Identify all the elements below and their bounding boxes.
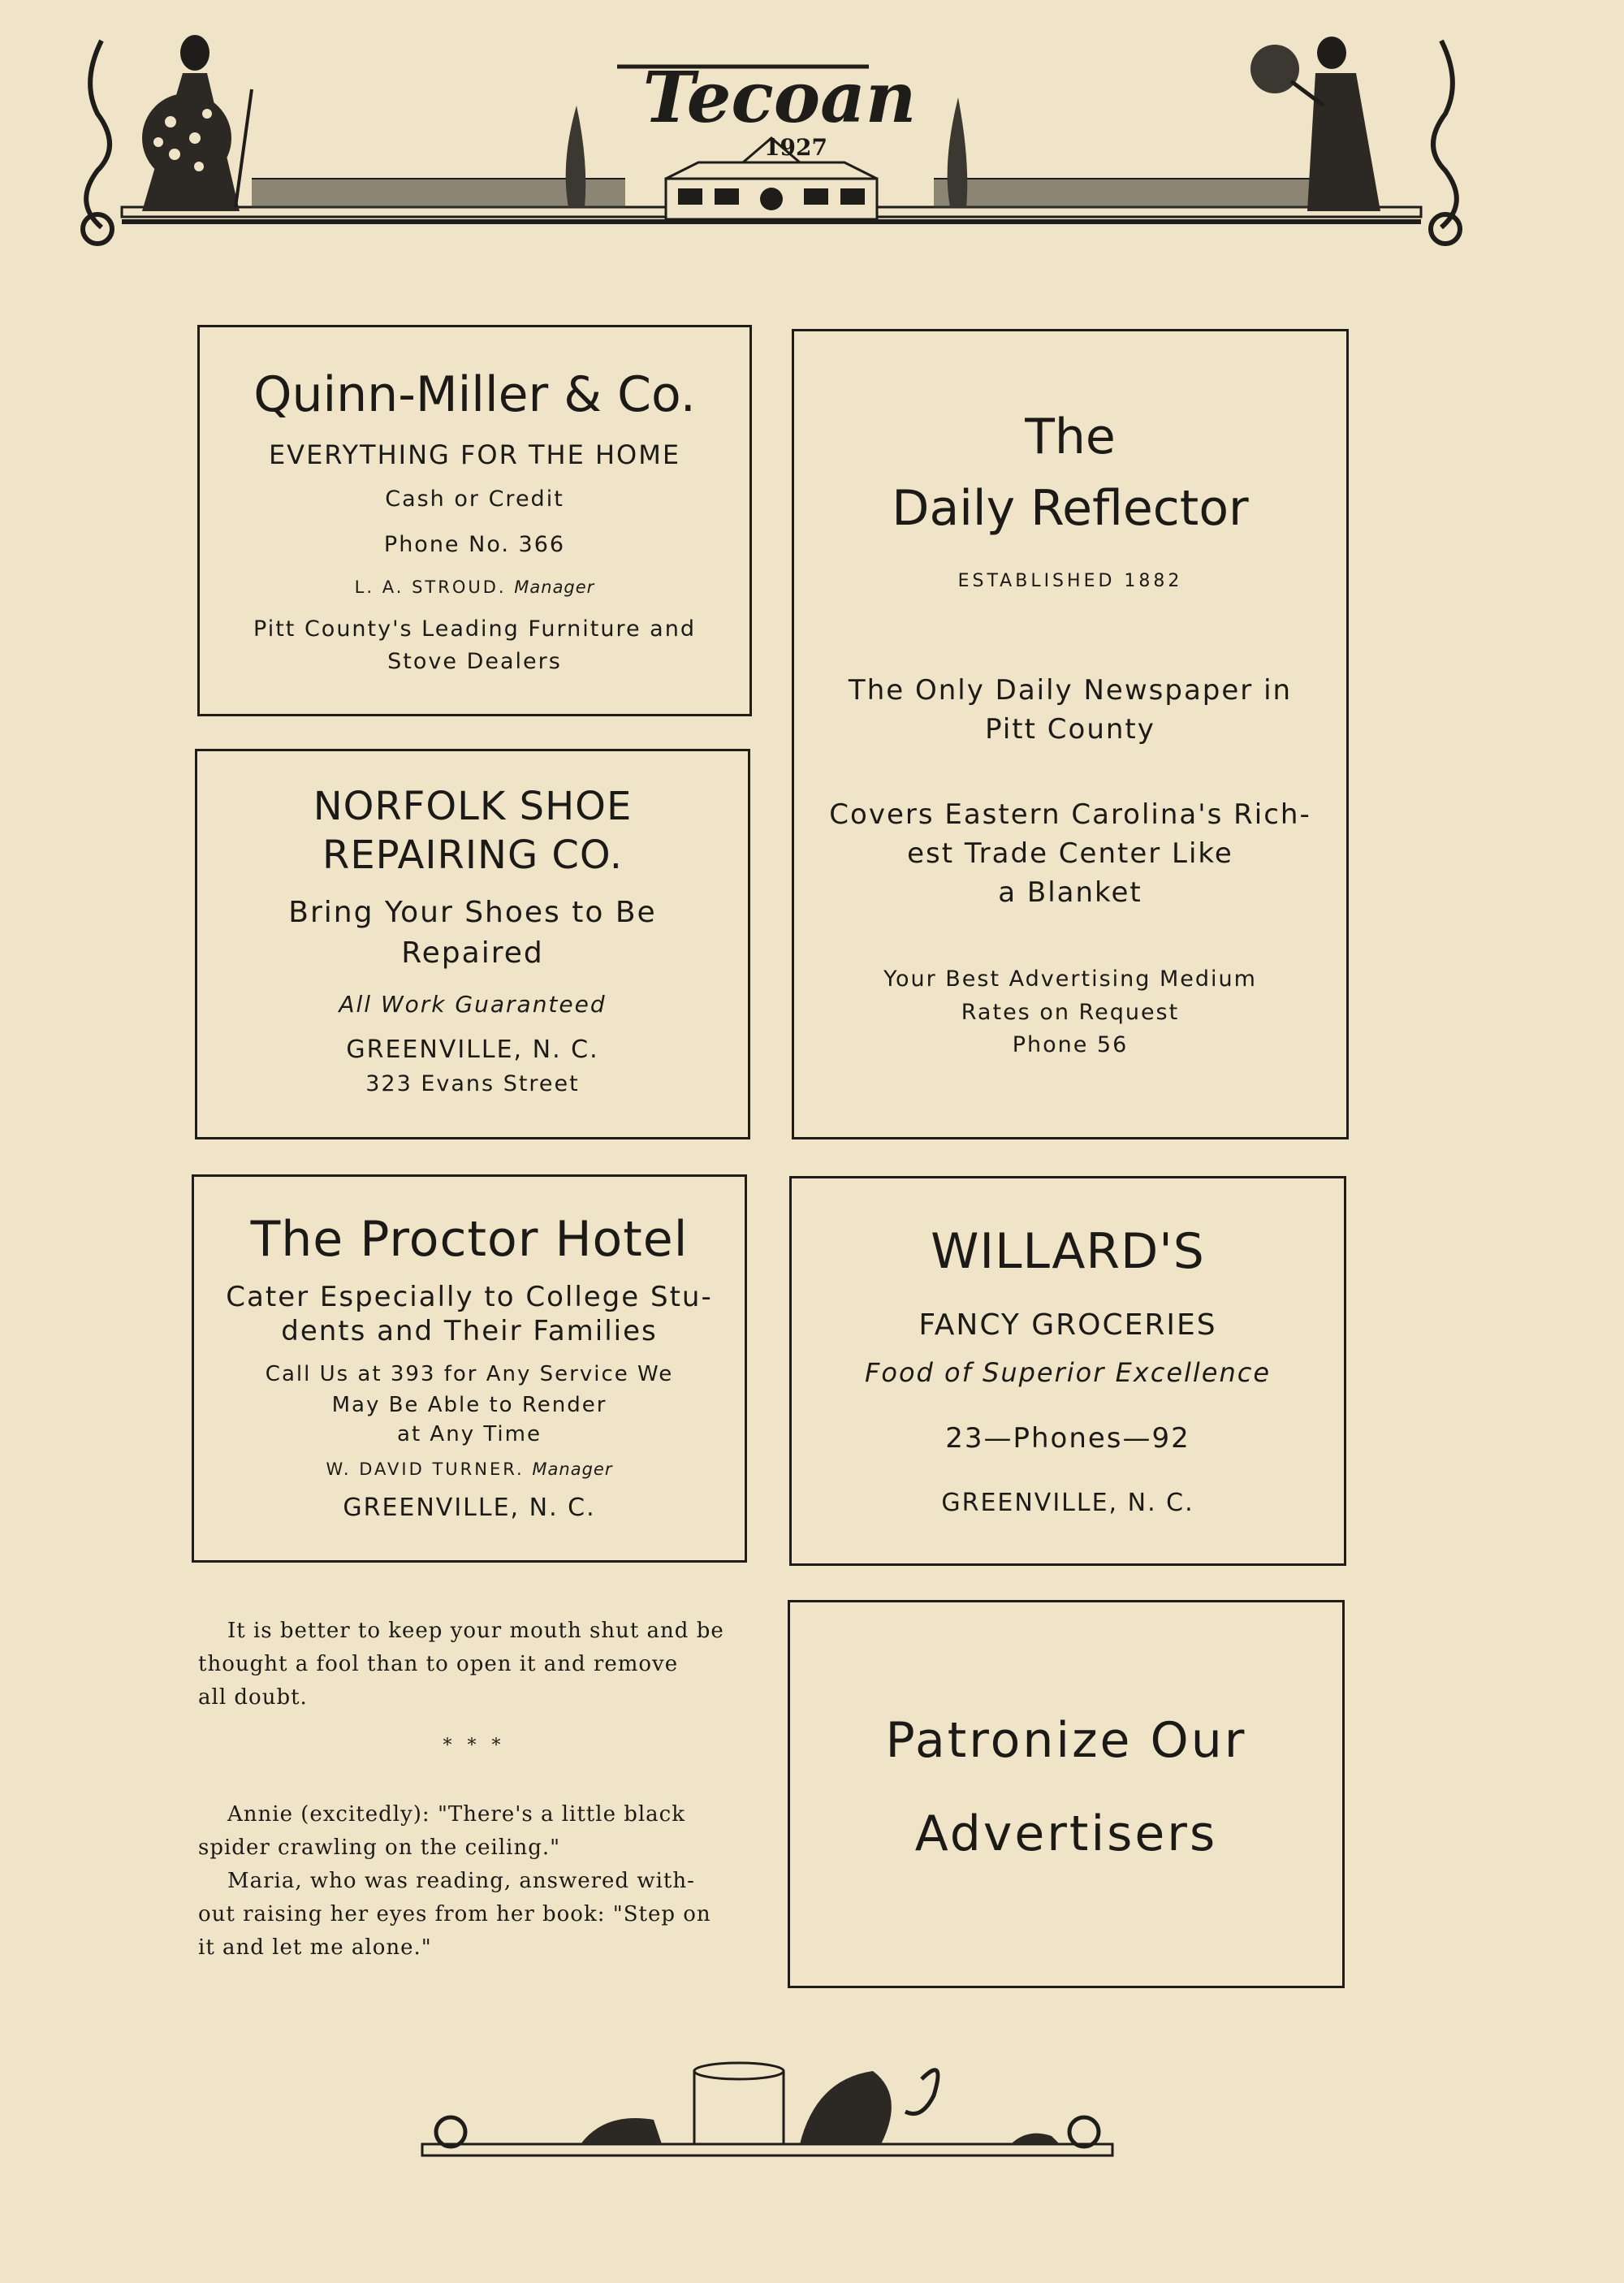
footer-ornament <box>418 2047 1116 2168</box>
description-line-1: Pitt County's Leading Furniture and <box>253 616 696 642</box>
ad-quinn-miller <box>197 325 752 716</box>
city: GREENVILLE, N. C. <box>343 1494 596 1522</box>
joke-2-line-4: out raising her eyes from her book: "Step on <box>198 1902 711 1926</box>
tagline: EVERYTHING FOR THE HOME <box>268 439 681 470</box>
p2-line-1: Call Us at 393 for Any Service We <box>265 1362 674 1386</box>
joke-separator: * * * <box>443 1736 506 1756</box>
p2-line-2: est Trade Center Like <box>907 837 1233 870</box>
joke-2-line-1: Annie (excitedly): "There's a little black <box>227 1802 685 1827</box>
manager-line <box>200 577 749 597</box>
joke-2-line-2: spider crawling on the ceiling." <box>198 1835 561 1860</box>
established: ESTABLISHED 1882 <box>957 571 1183 591</box>
name-line-1: NORFOLK SHOE <box>313 784 633 829</box>
slogan-line-2: Repaired <box>401 936 544 970</box>
p2-line-1: Covers Eastern Carolina's Rich- <box>829 798 1311 831</box>
jokes-column <box>198 1615 750 1965</box>
lady-figure-illustration <box>142 35 252 211</box>
joke-1-line-1: It is better to keep your mouth shut and be <box>227 1619 724 1643</box>
address: 323 Evans Street <box>365 1071 580 1096</box>
p1-line-1: The Only Daily Newspaper in <box>848 674 1293 707</box>
p1-line-2: Pitt County <box>985 713 1155 746</box>
terms: Cash or Credit <box>385 486 564 512</box>
slogan: Food of Superior Excellence <box>864 1357 1272 1388</box>
ad-norfolk-shoe <box>195 749 750 1139</box>
hotel-name: The Proctor Hotel <box>250 1211 689 1268</box>
p3-line-3: Phone 56 <box>1012 1032 1129 1057</box>
store-name: WILLARD'S <box>931 1223 1205 1280</box>
p2-line-3: at Any Time <box>397 1422 542 1446</box>
ad-proctor-hotel <box>192 1174 747 1563</box>
p3-line-1: Your Best Advertising Medium <box>883 966 1257 992</box>
phones: 23—Phones—92 <box>945 1422 1190 1455</box>
company-name: Quinn-Miller & Co. <box>253 366 696 423</box>
manager-line <box>194 1459 745 1479</box>
manager-name: W. DAVID TURNER. <box>326 1459 525 1479</box>
slogan-line-1: Bring Your Shoes to Be <box>288 896 657 929</box>
joke-2-line-3: Maria, who was reading, answered with- <box>227 1869 695 1893</box>
p1-line-1: Cater Especially to College Stu- <box>226 1281 713 1313</box>
ad-daily-reflector <box>792 329 1349 1139</box>
phone: Phone No. 366 <box>383 532 566 557</box>
joke-2-line-5: it and let me alone." <box>198 1935 432 1960</box>
joke-1-line-3: all doubt. <box>198 1685 308 1710</box>
ad-patronize <box>788 1600 1345 1988</box>
name-line-2: REPAIRING CO. <box>322 832 624 878</box>
p2-line-2: May Be Able to Render <box>331 1393 607 1417</box>
yearbook-title: Tecoan <box>642 57 917 139</box>
patronize-line-1: Patronize Our <box>885 1712 1247 1769</box>
yearbook-year: 1927 <box>764 134 827 161</box>
reflector-line-2: Daily Reflector <box>892 480 1249 537</box>
tagline: FANCY GROCERIES <box>918 1308 1217 1342</box>
p2-line-3: a Blanket <box>998 876 1142 909</box>
city: GREENVILLE, N. C. <box>346 1036 599 1064</box>
guarantee: All Work Guaranteed <box>339 991 607 1018</box>
ad-willards <box>789 1176 1346 1566</box>
p3-line-2: Rates on Request <box>961 1000 1180 1025</box>
manager-title: Manager <box>532 1459 613 1479</box>
manager-name: L. A. STROUD. <box>354 577 507 597</box>
manager-title: Manager <box>514 577 595 597</box>
patronize-line-2: Advertisers <box>914 1805 1218 1862</box>
p1-line-2: dents and Their Families <box>281 1315 658 1347</box>
reflector-line-1: The <box>1025 409 1116 465</box>
joke-1-line-2: thought a fool than to open it and remove <box>198 1652 679 1676</box>
description-line-2: Stove Dealers <box>387 649 562 674</box>
city: GREENVILLE, N. C. <box>941 1489 1194 1517</box>
